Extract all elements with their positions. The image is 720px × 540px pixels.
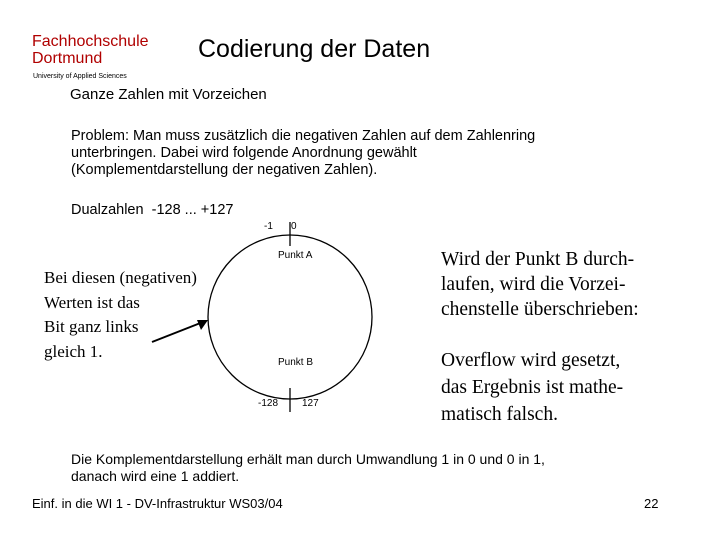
left-note-line: gleich 1. <box>44 341 103 361</box>
problem-line: (Komplementdarstellung der negativen Zahlen). <box>71 162 378 178</box>
right-note-line: matisch falsch. <box>441 404 558 425</box>
dual-label: Dualzahlen <box>71 202 144 218</box>
label-minus-128: -128 <box>258 398 279 409</box>
right-note-line: Overflow wird gesetzt, <box>441 350 621 371</box>
right-note-overflow <box>441 347 623 428</box>
subheading: Ganze Zahlen mit Vorzeichen <box>70 86 267 103</box>
right-note-line: Wird der Punkt B durch- <box>441 249 635 270</box>
right-note-line: das Ergebnis ist mathe- <box>441 377 624 398</box>
label-127: 127 <box>302 398 319 409</box>
slide-title: Codierung der Daten <box>198 35 431 63</box>
bottom-line: Die Komplementdarstellung erhält man durch Umwandlung 1 in 0 und 0 in 1, <box>71 451 545 467</box>
label-punkt-b: Punkt B <box>278 357 314 368</box>
pointer-arrow-head <box>197 320 208 330</box>
left-note-line: Werten ist das <box>44 292 140 312</box>
institution-line1: Fachhochschule <box>32 33 149 50</box>
problem-line: unterbringen. Dabei wird folgende Anordnung gewählt <box>71 145 417 161</box>
right-note-overwrite <box>441 247 639 322</box>
label-zero: 0 <box>291 221 297 232</box>
left-note-line: Bit ganz links <box>44 317 139 336</box>
problem-line: Problem: Man muss zusätzlich die negativen Zahlen auf dem Zahlenring <box>71 128 536 144</box>
bottom-line: danach wird eine 1 addiert. <box>71 468 240 484</box>
label-punkt-a: Punkt A <box>278 250 313 261</box>
dual-range: -128 ... +127 <box>151 202 234 218</box>
right-note-line: chenstelle überschrieben: <box>441 299 639 320</box>
left-note <box>44 266 197 364</box>
label-minus-one: -1 <box>264 221 273 232</box>
right-note-line: laufen, wird die Vorzei- <box>441 274 626 295</box>
left-note-line: Bei diesen (negativen) <box>44 268 197 287</box>
institution-line2: Dortmund <box>32 50 103 67</box>
institution-subtitle: University of Applied Sciences <box>33 73 127 80</box>
page-number: 22 <box>644 496 659 511</box>
footer-text: Einf. in die WI 1 - DV-Infrastruktur WS03/04 <box>32 496 283 511</box>
complement-explanation <box>71 451 545 485</box>
